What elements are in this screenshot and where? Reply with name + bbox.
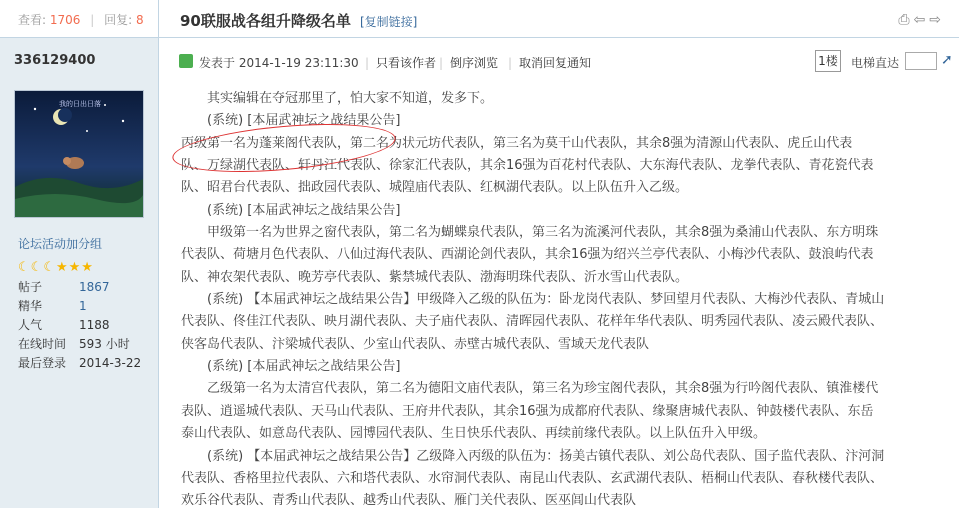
author-sidebar	[0, 0, 159, 508]
author-info-label: 帖子	[18, 280, 43, 294]
author-username[interactable]	[0, 38, 158, 79]
post-line: (系统) [本届武神坛之战结果公告]	[207, 359, 401, 375]
post-line: (系统) 【本届武神坛之战结果公告】甲级降入乙级的队伍为：卧龙岗代表队、梦回望月代表队、大梅沙代表队、青城山	[207, 292, 885, 308]
author-info-value: 1188	[79, 318, 110, 332]
copy-link[interactable]: [复制链接]	[359, 15, 418, 29]
post-meta	[179, 52, 953, 74]
author-info-label: 人气	[18, 318, 43, 332]
stats-divider: |	[90, 13, 95, 27]
replies-count: 8	[136, 13, 144, 27]
thread-stats	[0, 0, 158, 38]
star-rank-icon: ★	[81, 260, 93, 275]
post-content	[181, 88, 951, 513]
post-line: 代表队、荷塘月色代表队、八仙过海代表队、西湖论剑代表队，其余16强为绍兴兰亭代表队、小梅沙代表队、鼓浪屿代表	[181, 247, 874, 263]
author-info-label: 在线时间	[18, 337, 67, 351]
star-rank-icon: ★	[68, 260, 81, 275]
avatar-caption: 我的日出日落	[59, 100, 101, 108]
reverse-order-text[interactable]: 倒序浏览	[450, 56, 499, 70]
star-rank-icon: ★	[55, 260, 68, 275]
jump-go-icon[interactable]: ➚	[941, 52, 953, 68]
post-line: 代表队、香格里拉代表队、六和塔代表队、水帘洞代表队、南昆山代表队、玄武湖代表队、梧桐山代表队、春秋楼代表队、	[181, 470, 884, 486]
cancel-notify-text[interactable]: 取消回复通知	[519, 56, 592, 70]
moon-rank-icon: ☾	[18, 260, 30, 275]
reverse-order-link[interactable]	[439, 54, 498, 71]
author-info-label: 最后登录	[18, 356, 67, 370]
author-username-text[interactable]: 336129400	[14, 53, 96, 68]
post-line: (系统) [本届武神坛之战结果公告]	[207, 113, 401, 129]
online-status-icon	[179, 54, 193, 68]
post-line: 甲级第一名为世界之窗代表队，第二名为蝴蝶泉代表队，第三名为流溪河代表队，其余8强为桑浦山代表队、东方明珠	[207, 225, 879, 241]
views-count: 1706	[49, 13, 81, 27]
cancel-notify-link[interactable]	[508, 54, 591, 71]
post-line: 队、万绿湖代表队、轩丹江代表队、徐家汇代表队，其余16强为百花村代表队、大东海代表队、龙拳代表队、青花瓷代表	[181, 158, 874, 174]
print-icon[interactable]: ⎙	[898, 12, 914, 28]
author-info-value: 2014-3-22	[79, 356, 142, 370]
author-info-row	[18, 316, 141, 335]
replies-label: 回复:	[104, 13, 133, 27]
views-label: 查看:	[18, 13, 47, 27]
author-info-row	[18, 278, 141, 297]
post-line: 欢乐谷代表队、青秀山代表队、越秀山代表队、雁门关代表队、医巫闾山代表队	[181, 493, 637, 509]
post-line: (系统) [本届武神坛之战结果公告]	[207, 202, 401, 218]
thread-title: 90联服战各组升降级名单	[180, 12, 351, 30]
jump-label: 电梯直达	[851, 56, 900, 70]
post-main	[159, 0, 959, 508]
avatar[interactable]	[14, 90, 144, 218]
author-info-value: 593 小时	[79, 337, 130, 351]
post-line: 侠客岛代表队、汴梁城代表队、少室山代表队、赤壁古城代表队、雪域天龙代表队	[181, 336, 650, 352]
post-date: 发表于 2014-1-19 23:11:30	[199, 56, 359, 70]
author-info-value[interactable]: 1	[79, 299, 87, 313]
post-line: (系统) 【本届武神坛之战结果公告】乙级降入丙级的队伍为：扬美古镇代表队、刘公岛代表队、国子监代表队、汴河洞	[207, 448, 885, 464]
prev-thread-icon[interactable]: ⇦	[913, 12, 930, 28]
post-line: 丙级第一名为蓬莱阁代表队，第二名为状元坊代表队，第三名为莫干山代表队，其余8强为清源山代表队、虎丘山代表	[181, 135, 853, 151]
post-line: 其实编辑在夺冠那里了，怕大家不知道，发多下。	[207, 91, 494, 106]
moon-rank-icon: ☾	[30, 260, 43, 275]
thread-header	[159, 0, 959, 38]
next-thread-icon[interactable]: ⇨	[929, 12, 945, 28]
moon-rank-icon: ☾	[43, 260, 55, 275]
author-info-row	[18, 297, 141, 316]
floor-number[interactable]: 1楼	[815, 50, 841, 72]
floor-jump-input[interactable]	[905, 52, 937, 70]
author-info-row	[18, 335, 141, 354]
user-group[interactable]	[18, 235, 102, 252]
post-line: 队、神农架代表队、晚芳亭代表队、紫禁城代表队、渤海明珠代表队、沂水雪山代表队。	[181, 269, 689, 285]
avatar-image[interactable]	[15, 91, 143, 217]
user-group-text[interactable]: 论坛活动加分组	[18, 237, 103, 251]
post-line: 代表队、佟佳江代表队、映月湖代表队、夫子庙代表队、清晖园代表队、花样年华代表队、明秀园代表队、凌云殿代表队、	[181, 314, 884, 330]
only-author-text[interactable]: 只看该作者	[376, 56, 437, 70]
post-line: 队、昭君台代表队、拙政园代表队、城隍庙代表队、红枫湖代表队。以上队伍升入乙级。	[181, 180, 689, 196]
post-line: 乙级第一名为太清宫代表队，第二名为德阳文庙代表队，第三名为珍宝阁代表队，其余8强为行吟阁代表队、镇淮楼代	[207, 381, 879, 397]
post-line: 表队、逍遥城代表队、天马山代表队、王府井代表队，其余16强为成都府代表队、缘聚唐城代表队、钟鼓楼代表队、东岳	[181, 403, 874, 419]
author-info-label: 精华	[18, 299, 43, 313]
thread-tools	[898, 12, 945, 28]
author-info	[18, 278, 141, 373]
post-line: 泰山代表队、如意岛代表队、园博园代表队、生日快乐代表队、再续前缘代表队。以上队伍升入甲级。	[181, 426, 767, 442]
author-info-row	[18, 354, 141, 373]
author-info-value[interactable]: 1867	[79, 280, 110, 294]
only-author-link[interactable]	[365, 54, 436, 71]
rank-stars	[18, 256, 94, 275]
